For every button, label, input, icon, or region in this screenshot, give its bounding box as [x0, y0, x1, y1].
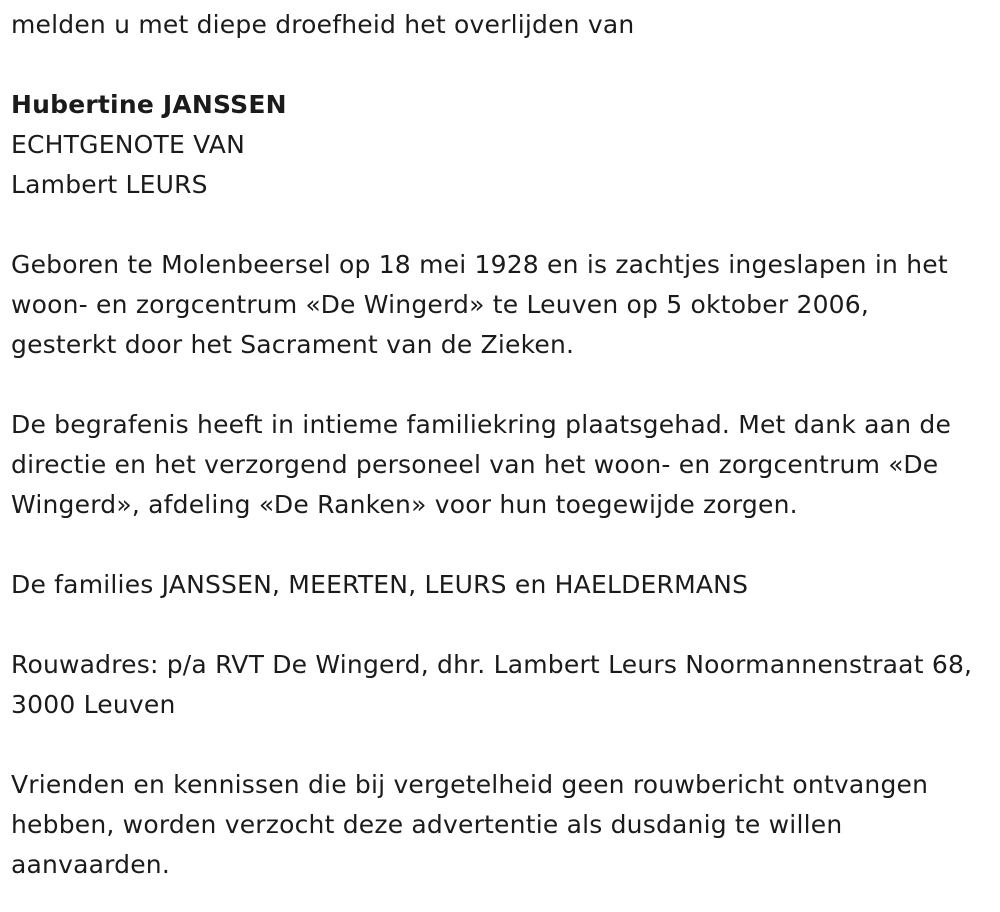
families-line: De families JANSSEN, MEERTEN, LEURS en HAELDERMANS [11, 570, 749, 599]
address-paragraph: Rouwadres: p/a RVT De Wingerd, dhr. Lambert Leurs Noormannenstraat 68, 3000 Leuven [11, 650, 973, 719]
closing-paragraph: Vrienden en kennissen die bij vergetelheid geen rouwbericht ontvangen hebben, worden verzocht deze advertentie als dusdanig te willen aanvaarden. [11, 770, 929, 879]
funeral-paragraph: De begrafenis heeft in intieme familiekring plaatsgehad. Met dank aan de directie en het verzorgend personeel van het woon- en zorgcentrum «De Wingerd», afdeling «De Ranken» voor hun toegewijde zorgen. [11, 410, 952, 519]
spacer [11, 725, 980, 765]
birth-death-paragraph: Geboren te Molenbeersel op 18 mei 1928 en is zachtjes ingeslapen in het woon- en zorgcentrum «De Wingerd» te Leuven op 5 oktober 2006, gesterkt door het Sacrament van de Zieken. [11, 250, 948, 359]
spacer [11, 525, 980, 565]
intro-text: melden u met diepe droefheid het overlijden van [11, 10, 635, 39]
spacer [11, 45, 980, 85]
spacer [11, 205, 980, 245]
spacer [11, 605, 980, 645]
spouse-name: Lambert LEURS [11, 170, 208, 199]
spacer [11, 365, 980, 405]
deceased-name: Hubertine JANSSEN [11, 90, 287, 119]
relation-text: ECHTGENOTE VAN [11, 130, 245, 159]
